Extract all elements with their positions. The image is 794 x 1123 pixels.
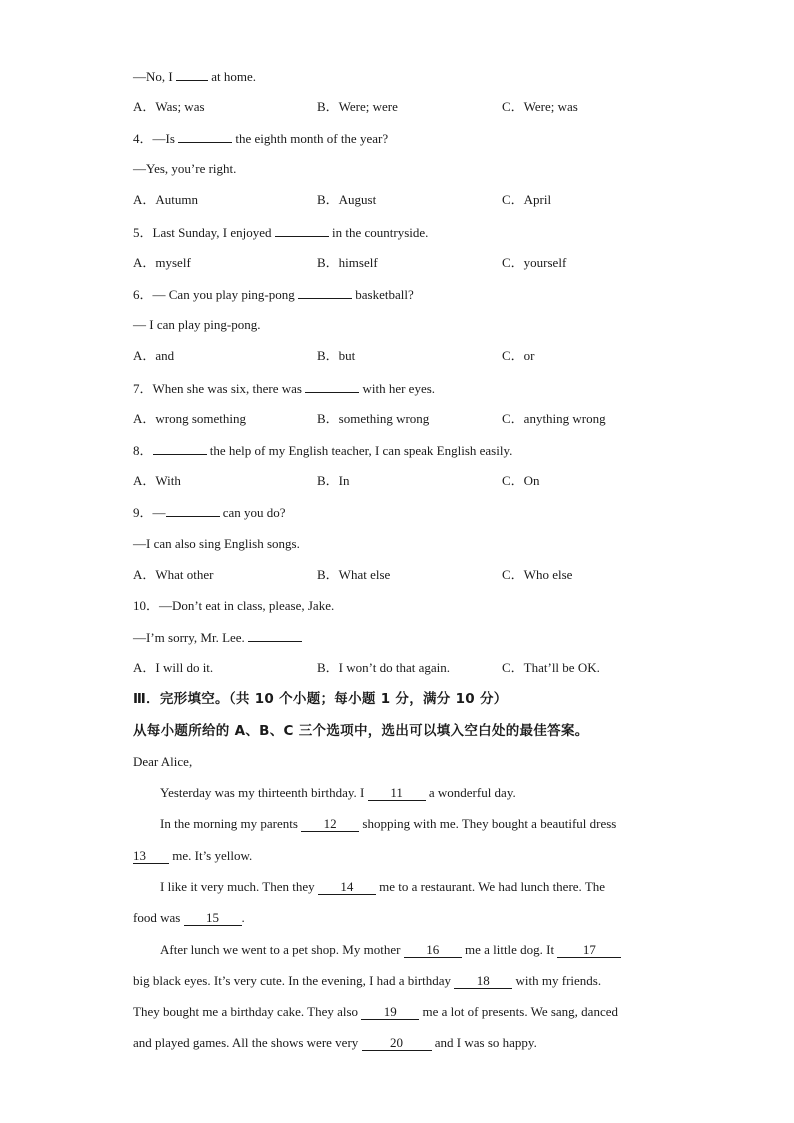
letter-line-1-pre: Yesterday was my thirteenth birthday. I: [160, 785, 368, 800]
letter-line-2-post: shopping with me. They bought a beautiful dress: [359, 816, 617, 831]
q9-reply: —I can also sing English songs.: [133, 536, 300, 551]
letter-line-1: [160, 783, 516, 803]
q3-answer-pre: —No, I: [133, 69, 176, 84]
q4-blank: [178, 128, 232, 143]
q10-options: [133, 658, 693, 678]
q4-option-a: A．Autumn: [133, 192, 199, 207]
q9-blank: [166, 502, 220, 517]
q3-answer-line: [133, 66, 256, 86]
q8-option-b: B．In: [317, 473, 350, 488]
letter-line-9-post: and I was so happy.: [431, 1035, 537, 1050]
q7-blank: [305, 378, 359, 393]
q8-stem-pre: 8．: [133, 443, 153, 458]
q9-stem: [133, 502, 286, 522]
cloze-blank-18: 18: [454, 973, 512, 989]
letter-line-8-pre: They bought me a birthday cake. They also: [133, 1004, 362, 1019]
q10-option-c: C．That’ll be OK.: [502, 660, 600, 675]
letter-line-7-pre: big black eyes. It’s very cute. In the evening, I had a birthday: [133, 973, 455, 988]
letter-line-1-post: a wonderful day.: [425, 785, 516, 800]
q9-stem-pre: 9．—: [133, 505, 166, 520]
q6-option-a: A．and: [133, 348, 175, 363]
q8-option-a: A．With: [133, 473, 181, 488]
letter-line-6-pre: After lunch we went to a pet shop. My mother: [160, 942, 404, 957]
q7-stem-pre: 7．When she was six, there was: [133, 381, 306, 396]
q6-reply: — I can play ping-pong.: [133, 317, 261, 332]
q8-stem-post: the help of my English teacher, I can speak English easily.: [206, 443, 513, 458]
q7-options: [133, 409, 693, 429]
q6-option-c: C．or: [502, 348, 535, 363]
q9-option-a: A．What other: [133, 567, 214, 582]
section-instruction: 从每小题所给的 A、B、C 三个选项中，选出可以填入空白处的最佳答案。: [133, 723, 589, 739]
q9-option-b: B．What else: [317, 567, 391, 582]
cloze-blank-16: 16: [404, 942, 462, 958]
q10-option-a: A．I will do it.: [133, 660, 214, 675]
q4-stem-pre: 4．—Is: [133, 131, 179, 146]
letter-line-4-pre: I like it very much. Then they: [160, 879, 318, 894]
cloze-blank-11: 11: [368, 785, 426, 801]
q4-stem: [133, 128, 388, 148]
q6-option-b: B．but: [317, 348, 356, 363]
q3-answer-post: at home.: [207, 69, 256, 84]
q8-stem: [133, 440, 512, 460]
q8-blank: [153, 440, 207, 455]
letter-line-9: [133, 1033, 537, 1053]
letter-line-8-post: me a lot of presents. We sang, danced: [419, 1004, 618, 1019]
q5-stem: [133, 222, 428, 242]
q9-options: [133, 565, 693, 585]
letter-line-7: [133, 971, 601, 991]
letter-line-7-post: with my friends.: [512, 973, 602, 988]
letter-line-4: [160, 877, 605, 897]
cloze-blank-20: 20: [362, 1035, 432, 1051]
letter-line-4-post: me to a restaurant. We had lunch there. The: [375, 879, 606, 894]
q4-option-b: B．August: [317, 192, 377, 207]
q4-reply: —Yes, you’re right.: [133, 161, 237, 176]
q9-option-c: C．Who else: [502, 567, 573, 582]
q7-stem: [133, 378, 435, 398]
q10-reply-pre: —I’m sorry, Mr. Lee.: [133, 630, 249, 645]
letter-greeting: Dear Alice,: [133, 754, 193, 769]
cloze-blank-17: 17: [557, 942, 621, 958]
cloze-blank-14: 14: [318, 879, 376, 895]
q5-blank: [275, 222, 329, 237]
letter-line-2-pre: In the morning my parents: [160, 816, 302, 831]
cloze-blank-12: 12: [301, 816, 359, 832]
letter-line-8: [133, 1002, 618, 1022]
q3-option-a: A．Was; was: [133, 99, 205, 114]
q5-stem-post: in the countryside.: [328, 225, 429, 240]
q7-option-c: C．anything wrong: [502, 411, 606, 426]
q9-stem-post: can you do?: [219, 505, 286, 520]
letter-line-9-pre: and played games. All the shows were very: [133, 1035, 362, 1050]
cloze-blank-19: 19: [361, 1004, 419, 1020]
q4-options: [133, 190, 693, 210]
q6-blank: [298, 284, 352, 299]
cloze-blank-13: 13: [133, 848, 169, 864]
q10-reply: [133, 627, 302, 647]
q10-blank: [248, 627, 302, 642]
q6-options: [133, 346, 693, 366]
q8-options: [133, 471, 693, 491]
q6-stem: [133, 284, 414, 304]
q6-stem-pre: 6．— Can you play ping-pong: [133, 287, 299, 302]
q3-option-c: C．Were; was: [502, 99, 578, 114]
q7-stem-post: with her eyes.: [359, 381, 436, 396]
q5-option-b: B．himself: [317, 255, 378, 270]
q5-option-a: A．myself: [133, 255, 191, 270]
q5-stem-pre: 5．Last Sunday, I enjoyed: [133, 225, 275, 240]
q7-option-a: A．wrong something: [133, 411, 247, 426]
q5-option-c: C．yourself: [502, 255, 567, 270]
q7-option-b: B．something wrong: [317, 411, 430, 426]
q4-option-c: C．April: [502, 192, 552, 207]
section-heading: Ⅲ．完形填空。（共 10 个小题；每小题 1 分，满分 10 分）: [133, 691, 508, 707]
q3-options: [133, 97, 693, 117]
q5-options: [133, 253, 693, 273]
letter-line-2: [160, 814, 616, 834]
q4-stem-post: the eighth month of the year?: [232, 131, 389, 146]
q8-option-c: C．On: [502, 473, 540, 488]
q10-stem: 10．—Don’t eat in class, please, Jake.: [133, 598, 335, 613]
letter-line-3: [133, 846, 252, 866]
letter-line-5-pre: food was: [133, 910, 184, 925]
letter-line-6-mid: me a little dog. It: [461, 942, 558, 957]
letter-line-5-post: .: [241, 910, 245, 925]
q3-option-b: B．Were; were: [317, 99, 398, 114]
cloze-blank-15: 15: [184, 910, 242, 926]
q6-stem-post: basketball?: [352, 287, 414, 302]
letter-line-5: [133, 908, 245, 928]
letter-line-6: [160, 940, 621, 960]
q10-option-b: B．I won’t do that again.: [317, 660, 450, 675]
q3-answer-blank: [176, 66, 208, 81]
letter-line-3-post: me. It’s yellow.: [169, 848, 253, 863]
